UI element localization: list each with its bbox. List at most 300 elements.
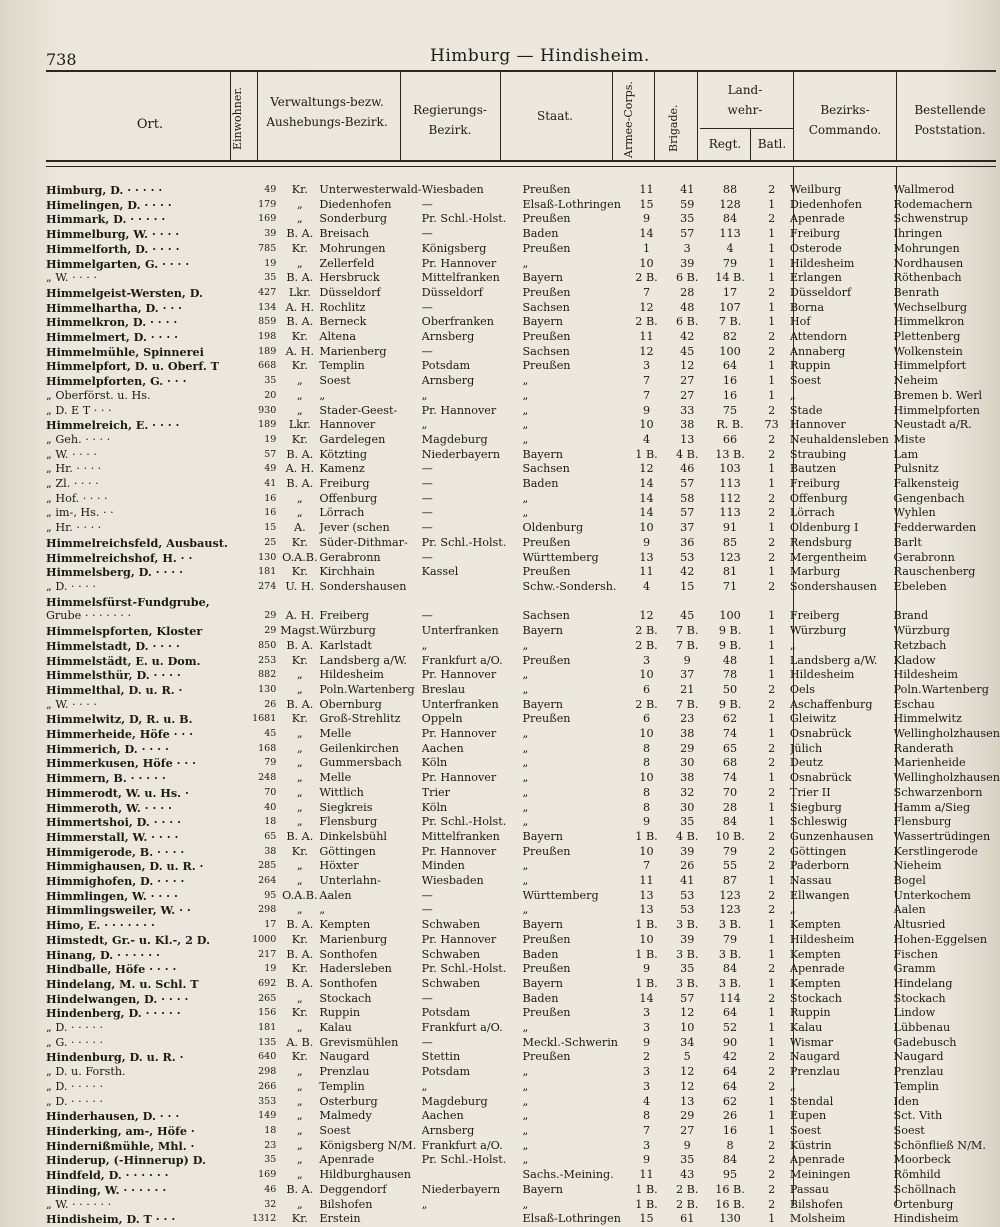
bezirks-commando-cell: Molsheim [789,1212,846,1226]
einwohner-cell: 149 [258,1110,277,1122]
header-sep [750,128,751,160]
regierungs-cell: — [421,477,433,491]
regt-cell: 42 [722,1050,738,1064]
batl-cell: 2 [768,403,776,417]
brigade-cell: 53 [680,550,695,564]
brigade-cell: 6 B. [675,315,699,329]
verwaltungs-cell: „ [296,815,303,829]
ort-cell: Hindelang, M. u. Schl. T [46,976,199,991]
ort-cell: Himmelreichsfeld, Ausbaust. [46,535,228,550]
regt-cell: 16 [722,374,738,388]
table-row [46,448,1000,463]
ort-cell: Himmelsfürst-Fundgrube, [46,594,210,609]
batl-cell: 2 [768,1050,776,1064]
verwaltungs-cell: B. A. [286,315,314,329]
armee-cell: 7 [642,859,651,873]
poststation-cell: Himmelkron [893,315,965,329]
poststation-cell: Fischen [893,947,938,961]
einwohner-cell: 882 [258,669,277,681]
staat-cell: Baden [522,227,559,241]
brigade-cell: 33 [680,403,695,417]
bezirk-cell: Diedenhofen [319,197,392,211]
armee-cell: 15 [639,1212,654,1226]
batl-cell: 2 [768,741,776,755]
poststation-cell: Kerstlingerode [893,844,978,858]
staat-cell: „ [522,741,529,755]
regt-cell: 68 [722,756,738,770]
armee-cell: 8 [642,800,651,814]
verwaltungs-cell: Kr. [291,330,308,344]
batl-cell: 1 [768,874,776,888]
regt-cell: 100 [719,609,741,623]
verwaltungs-cell: B. A. [286,271,314,285]
bezirk-cell: Marienberg [319,344,387,358]
bezirk-cell: Süder-Dithmar- [319,535,408,549]
armee-cell: 11 [639,330,654,344]
einwohner-cell: 134 [258,301,277,313]
verwaltungs-cell: A. [294,521,306,535]
regierungs-cell: Pr. Hannover [421,932,497,946]
bezirks-commando-cell: Eupen [789,1109,827,1123]
verwaltungs-cell: „ [296,991,303,1005]
brigade-cell: 34 [680,1035,695,1049]
table-row [46,506,1000,521]
verwaltungs-cell: Lkr. [288,285,311,299]
bezirk-cell: Templin [319,359,365,373]
ort-cell: Hindenberg, D. · · · · · [46,1006,181,1021]
poststation-cell: Rauschenberg [893,565,976,579]
bezirk-cell: Templin [319,1079,365,1093]
bezirks-commando-cell: Landsberg a/W. [789,653,878,667]
brigade-cell: 9 [683,1138,691,1152]
regt-cell: 82 [722,330,738,344]
regierungs-cell [422,1168,523,1183]
ort-cell: Hindernißmühle, Mhl. · [46,1138,195,1153]
regierungs-cell: — [421,300,433,314]
brigade-cell: 13 [680,1094,695,1108]
armee-cell: 3 [642,1021,651,1035]
ort-cell: „ D. · · · · · [46,1094,104,1108]
verwaltungs-cell: „ [296,1021,303,1035]
verwaltungs-cell: „ [296,859,303,873]
staat-cell: Bayern [522,271,563,285]
verwaltungs-cell: „ [296,1094,303,1108]
brigade-cell: 13 [680,432,695,446]
batl-cell: 2 [768,903,776,917]
staat-cell: Bayern [522,976,563,990]
regt-cell: 74 [722,771,738,785]
regt-cell: 8 [726,1138,734,1152]
ort-cell: Himmelgarten, G. · · · · [46,256,190,271]
ort-cell: Himmighausen, D. u. R. · [46,859,204,874]
staat-cell: „ [522,682,529,696]
brigade-cell: 38 [680,418,695,432]
einwohner-cell: 264 [258,875,277,887]
bezirk-cell: Königsberg N/M. [319,1138,417,1152]
bezirk-cell: Jever (schen [319,521,390,535]
armee-cell: 12 [639,300,654,314]
verwaltungs-cell: „ [296,682,303,696]
regt-cell: 64 [722,1065,738,1079]
verwaltungs-cell: „ [296,1079,303,1093]
armee-cell: 10 [639,668,654,682]
staat-cell: „ [522,1197,529,1211]
bezirk-cell: Osterburg [319,1094,378,1108]
table-row [46,683,1000,698]
header-bottom-rule [46,160,996,162]
staat-cell: Schw.-Sondersh. [522,579,617,593]
bezirk-cell: Sonthofen [319,976,378,990]
batl-cell: 1 [768,947,776,961]
batl-cell: 2 [768,183,776,196]
poststation-cell: Gramm [893,962,936,976]
table-row [46,462,1000,477]
poststation-cell: Gerabronn [893,550,955,564]
batl-cell: 2 [768,829,776,843]
armee-cell: 1 [642,241,651,255]
batl-cell: 1 [768,932,776,946]
einwohner-cell: 285 [258,860,277,872]
header-sep [896,72,897,160]
staat-cell [523,595,626,610]
bezirk-cell: Höxter [319,859,359,873]
ort-cell: Himmelthal, D. u. R. · [46,682,183,697]
bezirk-cell: Gerabronn [319,550,381,564]
verwaltungs-cell: Kr. [291,565,308,579]
poststation-cell: Flensburg [893,815,952,829]
verwaltungs-cell: „ [296,771,303,785]
verwaltungs-cell: B. A. [286,947,314,961]
batl-cell: 1 [768,197,776,211]
armee-cell: 13 [639,550,654,564]
brigade-cell: 7 B. [675,624,699,638]
ort-cell: „ Hr. · · · · [46,462,102,476]
table-row [46,1198,1000,1213]
einwohner-cell: 130 [258,683,277,695]
poststation-cell: Wassertrüdingen [893,829,991,843]
bezirks-commando-cell: Gleiwitz [789,712,837,726]
regierungs-cell: Pr. Hannover [421,256,497,270]
staat-cell: Preußen [522,1006,571,1020]
batl-cell: 2 [768,962,776,976]
verwaltungs-cell: „ [296,256,303,270]
regierungs-cell: Schwaben [421,947,481,961]
regierungs-cell: Wiesbaden [421,874,484,888]
ort-cell: „ im-, Hs. · · [46,506,114,520]
regt-cell: 62 [722,712,738,726]
staat-cell: Elsaß-Lothringen [522,197,621,211]
poststation-cell: Bremen b. Werl [893,388,983,402]
bezirk-cell: Göttingen [319,844,376,858]
bezirks-commando-cell: „ [789,638,796,652]
ort-cell: Himmerodt, W. u. Hs. · [46,785,189,800]
armee-cell: 14 [639,991,654,1005]
verwaltungs-cell: O.A.B. [282,888,318,902]
regt-cell: 90 [722,1035,738,1049]
einwohner-cell: 65 [264,830,277,842]
regierungs-cell: Breslau [421,682,466,696]
poststation-cell: Lindow [893,1006,936,1020]
table-row [46,1021,1000,1036]
armee-cell: 10 [639,727,654,741]
brigade-cell: 35 [680,815,695,829]
einwohner-cell: 32 [264,1198,277,1210]
einwohner-cell: 930 [258,404,277,416]
regt-cell: 113 [719,506,741,520]
verwaltungs-cell: A. B. [286,1035,314,1049]
staat-cell: Bayern [522,697,563,711]
brigade-cell: 10 [680,1021,695,1035]
table-row [46,727,1000,742]
table-row [46,698,1000,713]
regierungs-cell: Minden [421,859,465,873]
bezirk-cell: Landsberg a/W. [319,653,407,667]
ort-cell: Himmigerode, B. · · · · [46,844,185,859]
batl-cell: 2 [768,285,776,299]
ort-cell: Hinderhausen, D. · · · [46,1109,180,1124]
bezirks-commando-cell: Passau [789,1182,829,1196]
einwohner-cell: 135 [258,1036,277,1048]
brigade-cell: 3 B. [675,976,699,990]
bezirks-commando-cell: Trier II [789,785,831,799]
regt-cell: 100 [719,344,741,358]
brigade-cell: 61 [680,1212,695,1226]
poststation-cell: Wechselburg [893,300,968,314]
einwohner-cell: 49 [264,463,277,475]
verwaltungs-cell: „ [296,785,303,799]
verwaltungs-cell: Kr. [291,1050,308,1064]
bezirks-commando-cell: Apenrade [789,1153,845,1167]
batl-cell: 2 [768,447,776,461]
regierungs-cell: Aachen [421,741,464,755]
batl-cell: 2 [768,491,776,505]
brigade-cell: 32 [680,785,695,799]
ort-cell: Grube · · · · · · · [46,609,132,623]
poststation-cell: Neustadt a/R. [893,418,972,432]
table-row [46,1080,1000,1095]
bezirks-commando-cell: Nassau [789,874,832,888]
brigade-cell: 3 B. [675,918,699,932]
regierungs-cell: Arnsberg [421,330,475,344]
verwaltungs-cell: „ [296,1197,303,1211]
regt-cell: 3 B. [718,976,742,990]
armee-cell: 6 [642,712,651,726]
ort-cell: Himmelwitz, D, R. u. B. [46,712,193,727]
verwaltungs-cell: B. A. [286,918,314,932]
regierungs-cell: Oppeln [421,712,463,726]
ort-cell: Himmelstädt, E. u. Dom. [46,653,201,668]
table-row [46,198,1000,213]
poststation-cell: Wellingholzhausen [893,771,1000,785]
batl-cell: 2 [768,550,776,564]
bezirks-commando-cell: Offenburg [789,491,848,505]
regierungs-cell: — [421,506,433,520]
verwaltungs-cell: B. A. [286,638,314,652]
bezirks-commando-cell: Weilburg [789,183,842,196]
table-row [46,962,1000,977]
armee-cell: 14 [639,477,654,491]
table-row [46,639,1000,654]
verwaltungs-cell: A. H. [285,462,315,476]
bezirk-cell: Freiberg [319,609,369,623]
table-row [46,859,1000,874]
poststation-cell: Ortenburg [893,1197,954,1211]
poststation-cell: Gengenbach [893,491,965,505]
header-sep [700,128,793,129]
ort-cell: Hindelwangen, D. · · · · [46,991,189,1006]
verwaltungs-cell: B. A. [286,976,314,990]
ort-cell: Himmelpforten, G. · · · [46,374,187,389]
poststation-cell: Randerath [893,741,954,755]
ort-cell: Himmelpfort, D. u. Oberf. T [46,359,219,374]
armee-cell [625,595,668,610]
bezirks-commando-cell: Apenrade [789,962,845,976]
batl-cell: 2 [768,1168,776,1182]
batl-cell: 2 [768,1153,776,1167]
regierungs-cell: Potsdam [421,1065,471,1079]
armee-cell: 3 [642,1079,651,1093]
einwohner-cell: 266 [258,1080,277,1092]
poststation-cell: Kladow [893,653,936,667]
ort-cell: Himmertshoi, D. · · · · [46,815,181,830]
regt-cell: 70 [722,785,738,799]
armee-cell: 2 [642,1050,651,1064]
poststation-cell: Schwarzenborn [893,785,983,799]
bezirk-cell: Wittlich [319,785,364,799]
armee-cell: 4 [642,1094,651,1108]
brigade-cell: 28 [680,285,695,299]
poststation-cell: Hamm a/Sieg [893,800,971,814]
bezirks-commando-cell: Stockach [789,991,842,1005]
batl-cell: 1 [768,815,776,829]
staat-cell: Bayern [522,447,563,461]
brigade-cell: 38 [680,727,695,741]
table-row [46,845,1000,860]
ort-cell: Hindenburg, D. u. R. · [46,1050,184,1065]
batl-cell: 1 [768,256,776,270]
brigade-cell: 12 [680,1065,695,1079]
ort-cell: Himmelmert, D. · · · · [46,330,179,345]
bezirk-cell: Kalau [319,1021,352,1035]
regt-cell [707,595,754,610]
verwaltungs-cell: „ [296,1153,303,1167]
header-second-rule [46,166,996,167]
brigade-cell: 41 [680,874,695,888]
verwaltungs-cell: Lkr. [288,418,311,432]
staat-cell: Bayern [522,1182,563,1196]
armee-cell: 7 [642,1124,651,1137]
header-armee-corps: Armee-Corps. [622,81,635,158]
bezirks-commando-cell: Hildesheim [789,256,855,270]
staat-cell: „ [522,432,529,446]
regierungs-cell: — [421,991,433,1005]
batl-cell: 2 [768,506,776,520]
table-row [46,1124,1000,1139]
batl-cell: 1 [768,624,776,638]
poststation-cell: Ihringen [893,227,943,241]
regierungs-cell: Potsdam [421,359,471,373]
poststation-cell: Hindelang [893,976,953,990]
armee-cell: 12 [639,609,654,623]
poststation-cell: Unterkochem [893,888,971,902]
regierungs-cell: Köln [421,756,448,770]
regierungs-cell: „ [421,638,428,652]
einwohner-cell: 20 [264,389,277,401]
regt-cell: 123 [719,903,741,917]
ort-cell: Himmeroth, W. · · · · [46,800,172,815]
page-number: 738 [46,50,77,69]
table-row [46,933,1000,948]
poststation-cell: Iden [893,1094,919,1108]
ort-cell: Himmerkusen, Höfe · · · [46,756,197,771]
bezirk-cell: Soest [319,374,351,388]
ort-cell: „ D. · · · · [46,579,96,593]
einwohner-cell: 46 [264,1183,277,1195]
batl-cell: 2 [768,579,776,593]
bezirks-commando-cell: „ [789,903,796,917]
table-row [46,624,1000,639]
einwohner-cell: 49 [264,184,277,195]
armee-cell: 12 [639,344,654,358]
regt-cell: 3 B. [718,947,742,961]
regierungs-cell: Düsseldorf [421,285,483,299]
bezirk-cell: Siegkreis [319,800,373,814]
bezirks-commando-cell: Sondershausen [789,579,877,593]
table-row [46,536,1000,551]
verwaltungs-cell: Kr. [291,1212,308,1226]
poststation-cell: Fedderwarden [893,521,977,535]
ort-cell: „ G. · · · · · [46,1035,104,1049]
poststation-cell: Sct. Vith [893,1109,943,1123]
batl-cell: 1 [768,462,776,476]
staat-cell: „ [522,506,529,520]
regt-cell: 87 [722,874,738,888]
regierungs-cell: Königsberg [421,241,487,255]
batl-cell: 2 [768,535,776,549]
einwohner-cell: 181 [258,566,277,578]
bezirks-commando-cell: „ [789,388,796,402]
poststation-cell: Naugard [893,1050,944,1064]
bezirks-commando-cell: Osterode [789,241,842,255]
staat-cell: Preußen [522,330,571,344]
bezirks-commando-cell: Kempten [789,947,841,961]
table-row [46,756,1000,771]
brigade-cell: 42 [680,330,695,344]
bezirks-commando-cell: Erlangen [789,271,842,285]
einwohner-cell: 253 [258,654,277,666]
einwohner-cell: 785 [258,242,277,254]
bezirks-commando-cell: Freiburg [789,477,841,491]
staat-cell: „ [522,638,529,652]
table-row [46,315,1000,330]
einwohner-cell: 668 [258,360,277,372]
regierungs-cell: Pr. Schl.-Holst. [421,1153,507,1167]
regt-cell: 9 B. [718,624,742,638]
regt-cell: 84 [722,1153,738,1167]
poststation-cell: Rodemachern [893,197,973,211]
bezirks-commando-cell: Aschaffenburg [789,697,873,711]
einwohner-cell: 298 [258,904,277,916]
armee-cell: 14 [639,227,654,241]
regt-cell: 84 [722,815,738,829]
einwohner-cell: 130 [258,551,277,563]
regierungs-cell: Niederbayern [421,1182,501,1196]
table-row [46,830,1000,845]
ort-cell: Himmelsberg, D. · · · · [46,565,183,580]
bezirks-commando-cell: Diedenhofen [789,197,862,211]
regt-cell: 28 [722,800,738,814]
ort-cell: Hindfeld, D. · · · · · · [46,1168,169,1183]
